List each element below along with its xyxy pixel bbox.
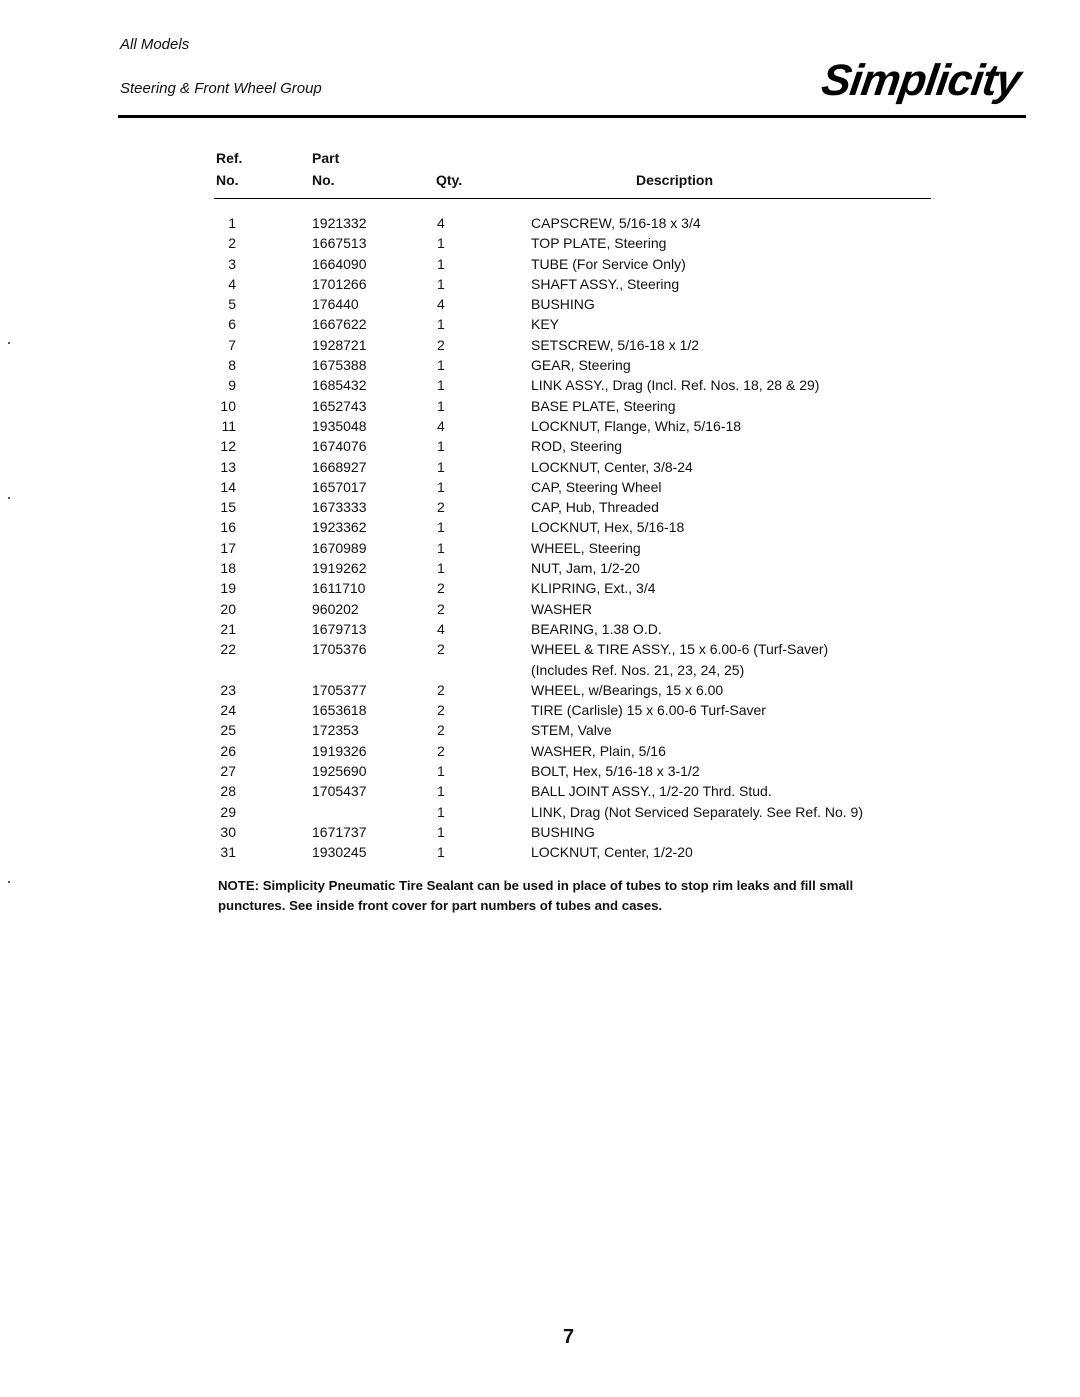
qty-cell: 1 xyxy=(437,397,445,414)
part-number-cell: 1671737 xyxy=(312,823,367,840)
part-number-cell: 1925690 xyxy=(312,763,367,780)
qty-cell: 2 xyxy=(437,580,445,597)
description-cell: WHEEL, w/Bearings, 15 x 6.00 xyxy=(531,681,724,698)
qty-cell: 1 xyxy=(437,255,445,272)
table-row xyxy=(0,375,1080,395)
ref-cell: 29 xyxy=(220,803,236,820)
description-cell: SHAFT ASSY., Steering xyxy=(531,275,680,292)
qty-cell: 1 xyxy=(437,438,445,455)
part-number-cell: 1673333 xyxy=(312,499,367,516)
description-cell: LINK, Drag (Not Serviced Separately. See Ref. No. 9) xyxy=(531,803,863,820)
table-row xyxy=(0,294,1080,314)
parts-table xyxy=(0,213,1080,863)
ref-cell: 21 xyxy=(220,620,236,637)
ref-cell: 31 xyxy=(220,844,236,861)
description-cell: KLIPRING, Ext., 3/4 xyxy=(531,580,656,597)
qty-cell: 1 xyxy=(437,844,445,861)
ref-cell: 11 xyxy=(221,417,236,434)
table-row xyxy=(0,416,1080,436)
part-number-cell: 1652743 xyxy=(312,397,367,414)
part-number-cell: 1668927 xyxy=(312,458,367,475)
description-cell: WHEEL, Steering xyxy=(531,539,641,556)
description-cell: NUT, Jam, 1/2-20 xyxy=(531,560,640,577)
part-number-cell: 1919262 xyxy=(312,560,367,577)
part-number-cell: 1921332 xyxy=(312,215,367,231)
description-cell: LOCKNUT, Hex, 5/16-18 xyxy=(531,519,685,536)
table-header-rule xyxy=(214,198,931,199)
brand-logo: Simplicity xyxy=(818,56,1024,105)
ref-cell: 7 xyxy=(228,336,236,353)
ref-header-line2: No. xyxy=(216,172,239,188)
table-row xyxy=(0,700,1080,720)
qty-cell: 1 xyxy=(437,783,445,800)
table-row xyxy=(0,457,1080,477)
ref-cell: 16 xyxy=(220,519,236,536)
qty-cell: 1 xyxy=(437,458,445,475)
description-cell: KEY xyxy=(531,316,560,333)
description-cell: SETSCREW, 5/16-18 x 1/2 xyxy=(531,336,700,353)
ref-cell: 2 xyxy=(228,235,236,252)
description-cell: STEM, Valve xyxy=(531,722,612,739)
part-number-cell: 1667513 xyxy=(312,235,367,252)
table-row xyxy=(0,639,1080,659)
ref-cell: 12 xyxy=(220,438,236,455)
ref-cell: 9 xyxy=(228,377,236,394)
description-cell: BOLT, Hex, 5/16-18 x 3-1/2 xyxy=(531,763,700,780)
ref-cell: 17 xyxy=(220,539,236,556)
description-cell: WASHER, Plain, 5/16 xyxy=(531,742,666,759)
ref-cell: 20 xyxy=(220,600,236,617)
qty-cell: 1 xyxy=(437,275,445,292)
table-row xyxy=(0,842,1080,862)
part-number-cell: 1611710 xyxy=(312,580,366,597)
ref-cell: 26 xyxy=(220,742,236,759)
table-row xyxy=(0,355,1080,375)
description-cell: WASHER xyxy=(531,600,592,617)
qty-header: Qty. xyxy=(436,172,463,188)
part-number-cell: 1675388 xyxy=(312,357,367,374)
description-cell: TIRE (Carlisle) 15 x 6.00-6 Turf-Saver xyxy=(531,702,766,719)
table-row xyxy=(0,599,1080,619)
qty-cell: 1 xyxy=(437,235,445,252)
part-number-cell: 1653618 xyxy=(312,702,367,719)
ref-cell: 5 xyxy=(228,296,236,313)
qty-cell: 1 xyxy=(437,823,445,840)
part-number-cell: 1923362 xyxy=(312,519,367,536)
ref-cell: 4 xyxy=(228,275,236,292)
description-cell: CAPSCREW, 5/16-18 x 3/4 xyxy=(531,215,701,231)
part-number-cell: 1679713 xyxy=(312,620,367,637)
qty-cell: 1 xyxy=(437,763,445,780)
table-row xyxy=(0,619,1080,639)
qty-cell: 1 xyxy=(437,478,445,495)
ref-cell: 27 xyxy=(220,763,236,780)
table-row xyxy=(0,314,1080,334)
ref-cell: 8 xyxy=(228,357,236,374)
ref-cell: 22 xyxy=(220,641,236,658)
qty-cell: 2 xyxy=(437,681,445,698)
qty-cell: 1 xyxy=(437,539,445,556)
description-cell: GEAR, Steering xyxy=(531,357,631,374)
part-header-line1: Part xyxy=(312,150,340,166)
description-cell: TOP PLATE, Steering xyxy=(531,235,667,252)
part-number-cell: 960202 xyxy=(312,600,359,617)
qty-cell: 4 xyxy=(437,215,445,231)
ref-cell: 18 xyxy=(220,560,236,577)
part-number-cell: 1919326 xyxy=(312,742,367,759)
qty-cell: 1 xyxy=(437,519,445,536)
qty-cell: 4 xyxy=(437,417,445,434)
ref-cell: 15 xyxy=(220,499,236,516)
description-cell: (Includes Ref. Nos. 21, 23, 24, 25) xyxy=(531,661,745,678)
models-label: All Models xyxy=(120,36,190,53)
table-row xyxy=(0,396,1080,416)
table-row xyxy=(0,517,1080,537)
qty-cell: 2 xyxy=(437,499,445,516)
part-number-cell: 1685432 xyxy=(312,377,367,394)
table-row xyxy=(0,497,1080,517)
table-row xyxy=(0,254,1080,274)
qty-cell: 1 xyxy=(437,560,445,577)
scan-speck xyxy=(8,881,10,883)
ref-cell: 13 xyxy=(220,458,236,475)
ref-cell: 14 xyxy=(220,478,236,495)
table-row xyxy=(0,660,1080,680)
header-rule xyxy=(118,115,1026,118)
part-number-cell: 1670989 xyxy=(312,539,367,556)
ref-cell: 3 xyxy=(228,255,236,272)
description-cell: LOCKNUT, Center, 3/8-24 xyxy=(531,458,693,475)
table-row xyxy=(0,335,1080,355)
qty-cell: 2 xyxy=(437,336,445,353)
part-header-line2: No. xyxy=(312,172,335,188)
part-number-cell: 1935048 xyxy=(312,417,367,434)
part-number-cell: 1705437 xyxy=(312,783,367,800)
description-cell: LINK ASSY., Drag (Incl. Ref. Nos. 18, 28 & 29) xyxy=(531,377,820,394)
part-number-cell: 1674076 xyxy=(312,438,367,455)
description-cell: WHEEL & TIRE ASSY., 15 x 6.00-6 (Turf-Saver) xyxy=(531,641,829,658)
description-cell: CAP, Hub, Threaded xyxy=(531,499,659,516)
ref-cell: 23 xyxy=(220,681,236,698)
description-cell: LOCKNUT, Center, 1/2-20 xyxy=(531,844,693,861)
table-row xyxy=(0,720,1080,740)
table-row xyxy=(0,741,1080,761)
ref-cell: 6 xyxy=(228,316,236,333)
qty-cell: 2 xyxy=(437,702,445,719)
qty-cell: 4 xyxy=(437,620,445,637)
table-row xyxy=(0,781,1080,801)
qty-cell: 2 xyxy=(437,742,445,759)
page-number: 7 xyxy=(563,1326,575,1348)
part-number-cell: 1705377 xyxy=(312,681,367,698)
table-row xyxy=(0,477,1080,497)
scan-speck xyxy=(8,342,10,344)
part-number-cell: 1928721 xyxy=(312,336,367,353)
part-number-cell: 1667622 xyxy=(312,316,367,333)
table-row xyxy=(0,822,1080,842)
description-cell: LOCKNUT, Flange, Whiz, 5/16-18 xyxy=(531,417,742,434)
table-row xyxy=(0,802,1080,822)
table-row xyxy=(0,761,1080,781)
ref-cell: 30 xyxy=(220,823,236,840)
table-row xyxy=(0,436,1080,456)
part-number-cell: 1701266 xyxy=(312,275,367,292)
description-cell: TUBE (For Service Only) xyxy=(531,255,686,272)
description-cell: BALL JOINT ASSY., 1/2-20 Thrd. Stud. xyxy=(531,783,772,800)
qty-cell: 2 xyxy=(437,641,445,658)
qty-cell: 1 xyxy=(437,803,445,820)
part-number-cell: 1657017 xyxy=(312,478,367,495)
table-row xyxy=(0,538,1080,558)
qty-cell: 2 xyxy=(437,722,445,739)
description-cell: BUSHING xyxy=(531,296,595,313)
table-row xyxy=(0,274,1080,294)
ref-cell: 24 xyxy=(220,702,236,719)
table-row xyxy=(0,680,1080,700)
table-row xyxy=(0,213,1080,233)
description-cell: BASE PLATE, Steering xyxy=(531,397,676,414)
ref-cell: 25 xyxy=(220,722,236,739)
table-row xyxy=(0,233,1080,253)
qty-cell: 4 xyxy=(437,296,445,313)
section-title: Steering & Front Wheel Group xyxy=(120,80,322,97)
part-number-cell: 1705376 xyxy=(312,641,367,658)
table-row xyxy=(0,558,1080,578)
ref-cell: 1 xyxy=(228,215,236,231)
description-cell: CAP, Steering Wheel xyxy=(531,478,662,495)
ref-cell: 19 xyxy=(220,580,236,597)
qty-cell: 1 xyxy=(437,316,445,333)
table-row xyxy=(0,578,1080,598)
description-cell: ROD, Steering xyxy=(531,438,623,455)
qty-cell: 1 xyxy=(437,357,445,374)
sealant-note: NOTE: Simplicity Pneumatic Tire Sealant can be used in place of tubes to stop rim leaks and fill small punctures. See inside front cover for part numbers of tubes and cases. xyxy=(218,878,854,913)
description-cell: BUSHING xyxy=(531,823,595,840)
ref-cell: 28 xyxy=(220,783,236,800)
qty-cell: 2 xyxy=(437,600,445,617)
scan-speck xyxy=(8,497,10,499)
ref-cell: 10 xyxy=(220,397,236,414)
part-number-cell: 172353 xyxy=(312,722,359,739)
ref-header-line1: Ref. xyxy=(216,150,243,166)
part-number-cell: 1930245 xyxy=(312,844,367,861)
description-header: Description xyxy=(636,172,714,188)
part-number-cell: 1664090 xyxy=(312,255,367,272)
part-number-cell: 176440 xyxy=(312,296,359,313)
description-cell: BEARING, 1.38 O.D. xyxy=(531,620,662,637)
qty-cell: 1 xyxy=(437,377,445,394)
